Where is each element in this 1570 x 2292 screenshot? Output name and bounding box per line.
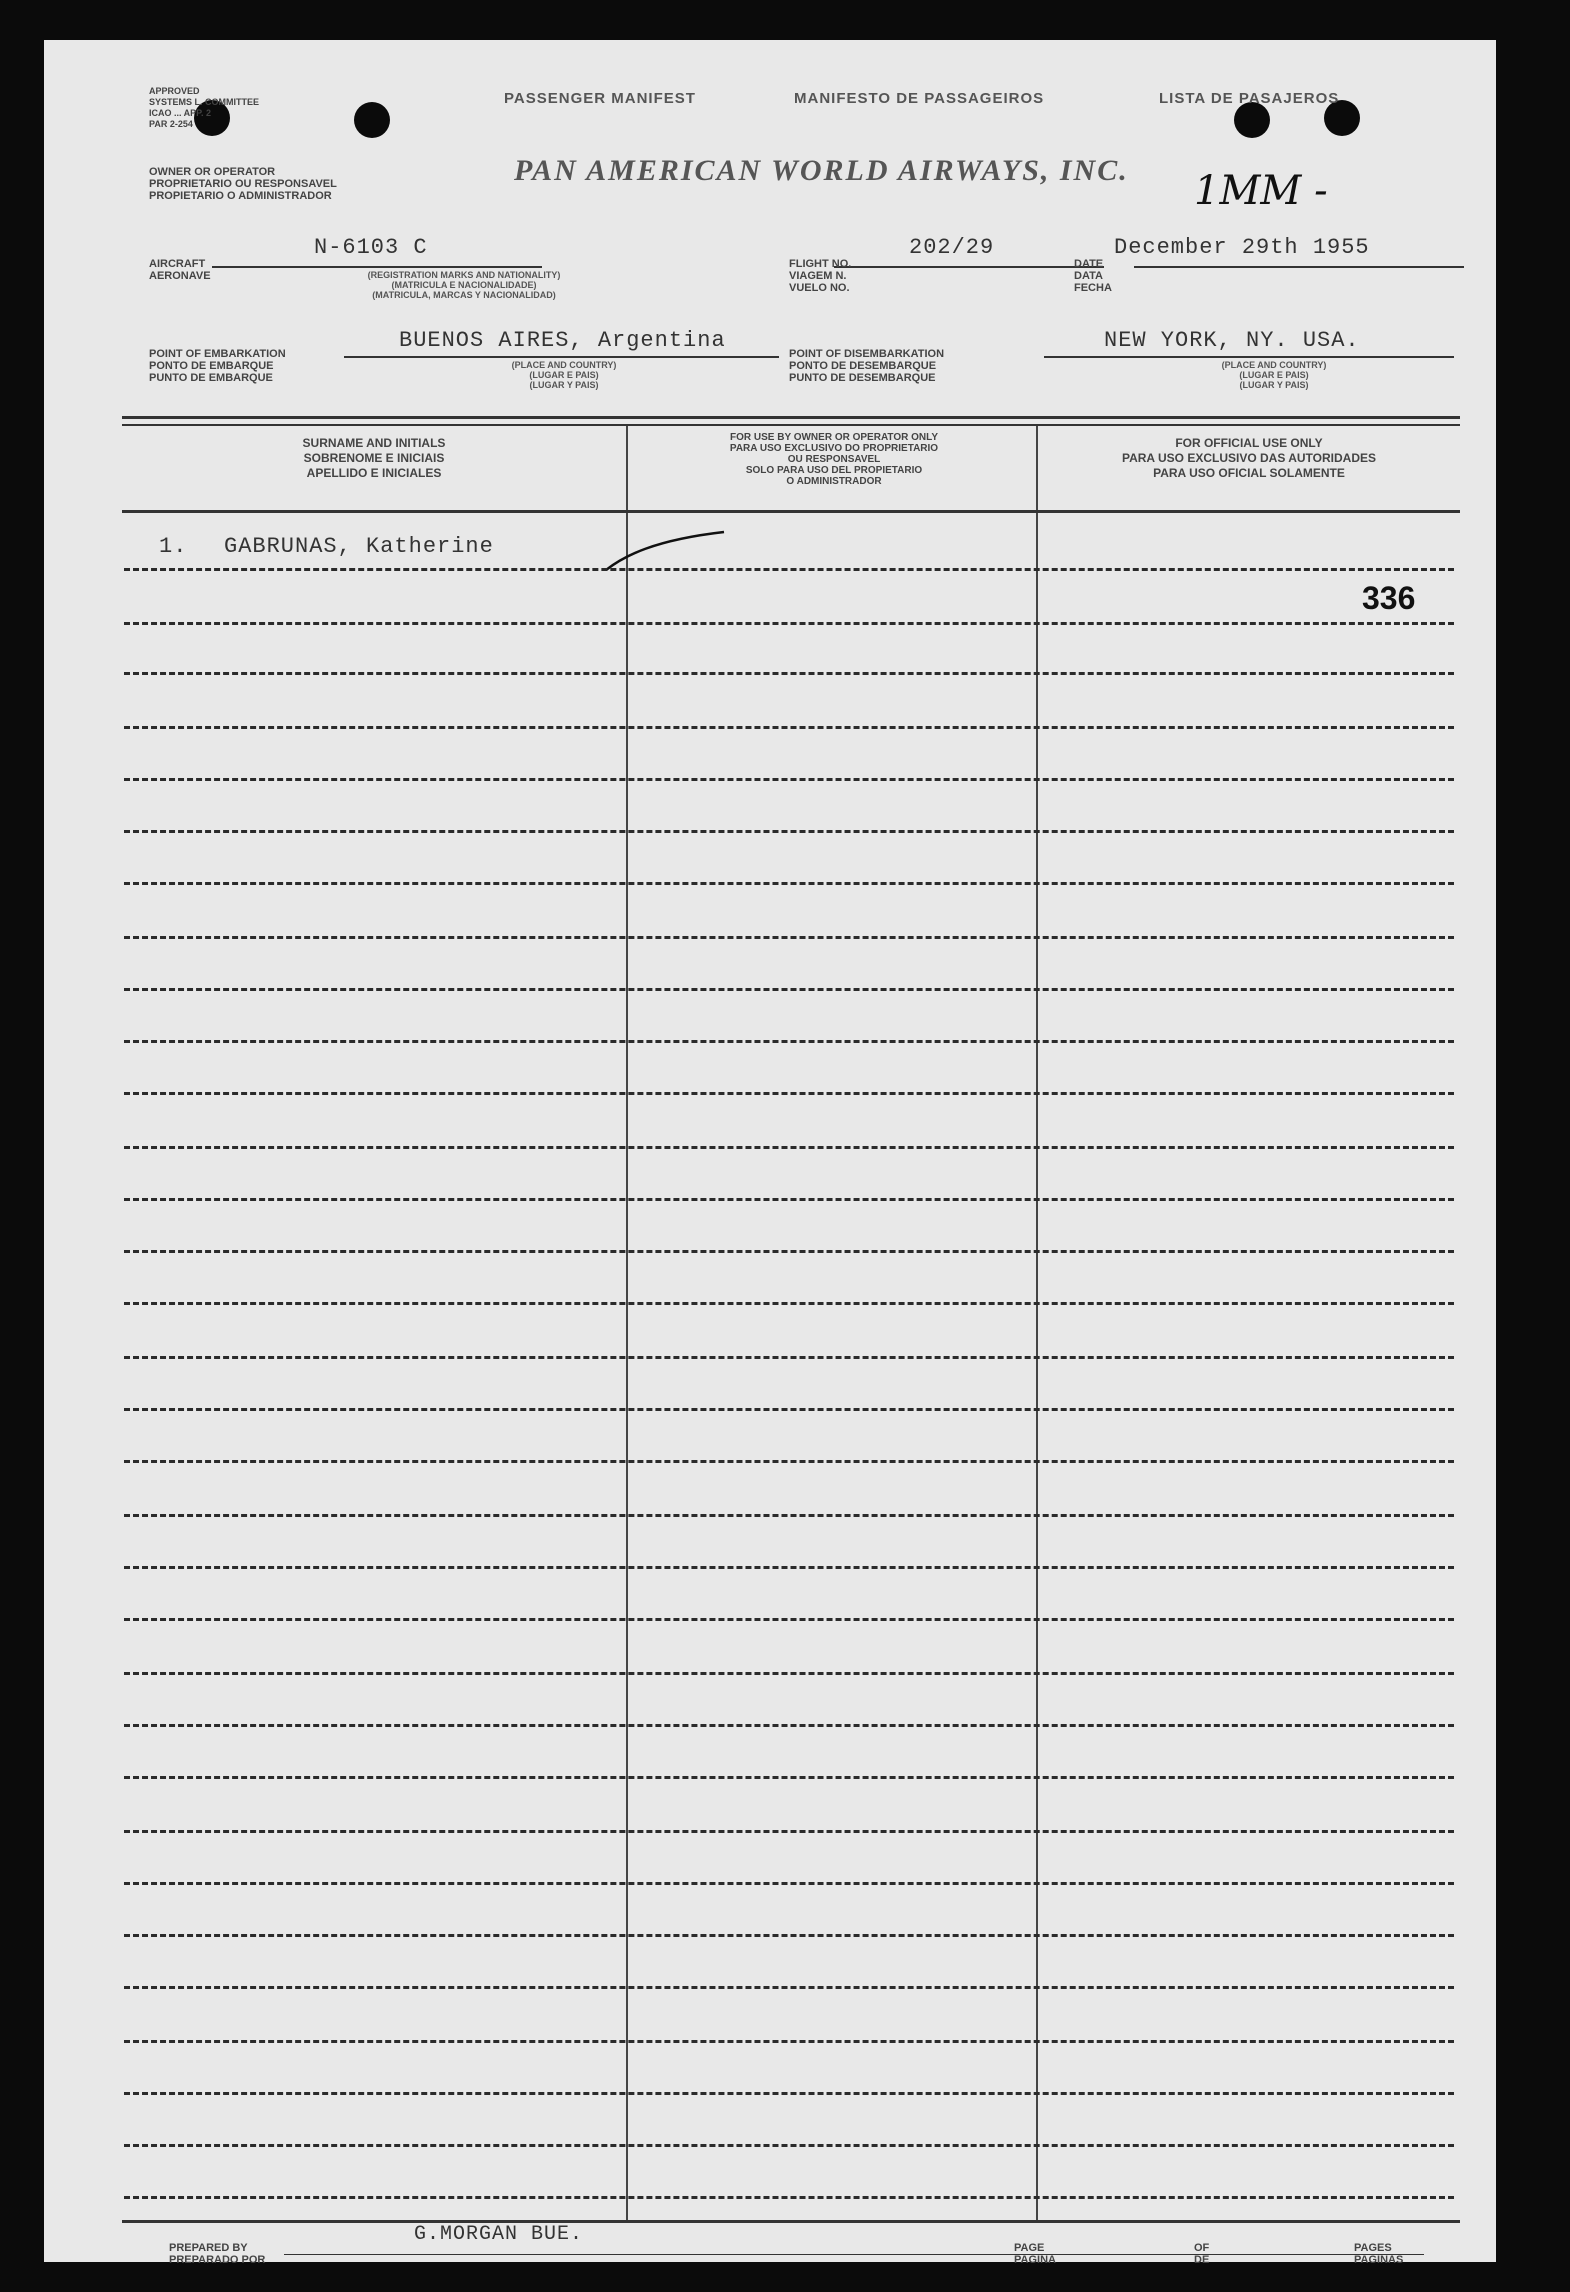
page-labels: PAGE PAGINA <box>1014 2242 1056 2266</box>
embark-rule <box>344 356 779 358</box>
stamp-number: 336 <box>1362 580 1416 616</box>
ruled-line <box>124 936 1454 939</box>
table-top-rule-2 <box>122 424 1460 426</box>
ruled-line <box>124 672 1454 675</box>
ruled-line <box>124 2092 1454 2095</box>
ruled-line <box>124 1724 1454 1727</box>
approval-block: APPROVED SYSTEMS L. COMMITTEE ICAO ... APP. 2 PAR 2-254 <box>149 86 260 129</box>
ruled-line <box>124 1986 1454 1989</box>
manifest-sheet <box>44 40 1496 2266</box>
passenger-name: GABRUNAS, Katherine <box>224 534 494 559</box>
flight-value: 202/29 <box>909 235 995 260</box>
title-es: LISTA DE PASAJEROS <box>1159 90 1340 107</box>
footer-rule <box>284 2254 1424 2255</box>
prepared-labels: PREPARED BY PREPARADO POR <box>169 2242 266 2266</box>
col-header-official: FOR OFFICIAL USE ONLY PARA USO EXCLUSIVO DAS AUTORIDADES PARA USO OFICIAL SOLAMENTE <box>1121 436 1377 480</box>
col-header-surname: SURNAME AND INITIALS SOBRENOME E INICIAIS APELLIDO E INICIALES <box>302 436 446 480</box>
date-labels: DATE DATA FECHA <box>1074 258 1112 294</box>
title-pt: MANIFESTO DE PASSAGEIROS <box>794 90 1045 107</box>
disembark-value: NEW YORK, NY. USA. <box>1104 328 1360 353</box>
owner-labels: OWNER OR OPERATOR PROPRIETARIO OU RESPONSAVEL PROPIETARIO O ADMINISTRADOR <box>149 166 337 202</box>
table-bottom-rule <box>122 2220 1460 2223</box>
aircraft-value: N-6103 C <box>314 235 428 260</box>
col-header-operator: FOR USE BY OWNER OR OPERATOR ONLY PARA USO EXCLUSIVO DO PROPRIETARIO OU RESPONSAVEL SOLO PARA USO DEL PROPIETARIO O ADMINISTRADOR <box>729 432 939 487</box>
ruled-line <box>124 2040 1454 2043</box>
company-name: PAN AMERICAN WORLD AIRWAYS, INC. <box>514 154 1129 187</box>
ruled-line <box>124 1672 1454 1675</box>
disembark-caption: (PLACE AND COUNTRY) (LUGAR E PAIS) (LUGAR Y PAIS) <box>1221 360 1327 390</box>
column-divider <box>1036 426 1038 2221</box>
ruled-line <box>124 778 1454 781</box>
flight-rule <box>834 266 1104 268</box>
prepared-value: G.MORGAN BUE. <box>414 2223 584 2246</box>
date-value: December 29th 1955 <box>1114 235 1370 260</box>
punch-hole <box>354 102 390 138</box>
ruled-line <box>124 1040 1454 1043</box>
ruled-line <box>124 1092 1454 1095</box>
ruled-line <box>124 726 1454 729</box>
ruled-line <box>124 882 1454 885</box>
header-bottom-rule <box>122 510 1460 513</box>
ruled-line <box>124 830 1454 833</box>
handwritten-note: 1MM - <box>1194 168 1328 214</box>
ruled-line <box>124 1198 1454 1201</box>
column-divider <box>626 426 628 2221</box>
ruled-line <box>124 622 1454 625</box>
ruled-line <box>124 988 1454 991</box>
embark-labels: POINT OF EMBARKATION PONTO DE EMBARQUE PUNTO DE EMBARQUE <box>149 348 286 384</box>
passenger-number: 1. <box>159 534 188 559</box>
ruled-line <box>124 1566 1454 1569</box>
ruled-line <box>124 1408 1454 1411</box>
ruled-line <box>124 1460 1454 1463</box>
table-top-rule <box>122 416 1460 419</box>
ruled-line <box>124 1776 1454 1779</box>
pages-labels: PAGES PAGINAS <box>1354 2242 1404 2266</box>
ruled-line <box>124 1830 1454 1833</box>
title-en: PASSENGER MANIFEST <box>504 90 696 107</box>
punch-hole <box>1234 102 1270 138</box>
flight-labels: FLIGHT NO. VIAGEM N. VUELO NO. <box>789 258 852 294</box>
aircraft-caption: (REGISTRATION MARKS AND NATIONALITY) (MATRICULA E NACIONALIDADE) (MATRICULA, MARCAS Y NACIONALIDAD) <box>367 270 561 300</box>
aircraft-labels: AIRCRAFT AERONAVE <box>149 258 211 282</box>
of-labels: OF DE <box>1194 2242 1210 2266</box>
ruled-line <box>124 1618 1454 1621</box>
ruled-line <box>124 568 1454 571</box>
ruled-line <box>124 1934 1454 1937</box>
ruled-line <box>124 1250 1454 1253</box>
ruled-line <box>124 2144 1454 2147</box>
embark-value: BUENOS AIRES, Argentina <box>399 328 726 353</box>
ruled-line <box>124 1514 1454 1517</box>
date-rule <box>1134 266 1464 268</box>
embark-caption: (PLACE AND COUNTRY) (LUGAR E PAIS) (LUGAR Y PAIS) <box>511 360 617 390</box>
ruled-line <box>124 2196 1454 2199</box>
disembark-labels: POINT OF DISEMBARKATION PONTO DE DESEMBARQUE PUNTO DE DESEMBARQUE <box>789 348 945 384</box>
ruled-line <box>124 1882 1454 1885</box>
ruled-line <box>124 1302 1454 1305</box>
disembark-rule <box>1044 356 1454 358</box>
ruled-line <box>124 1146 1454 1149</box>
ruled-line <box>124 1356 1454 1359</box>
aircraft-rule <box>212 266 542 268</box>
